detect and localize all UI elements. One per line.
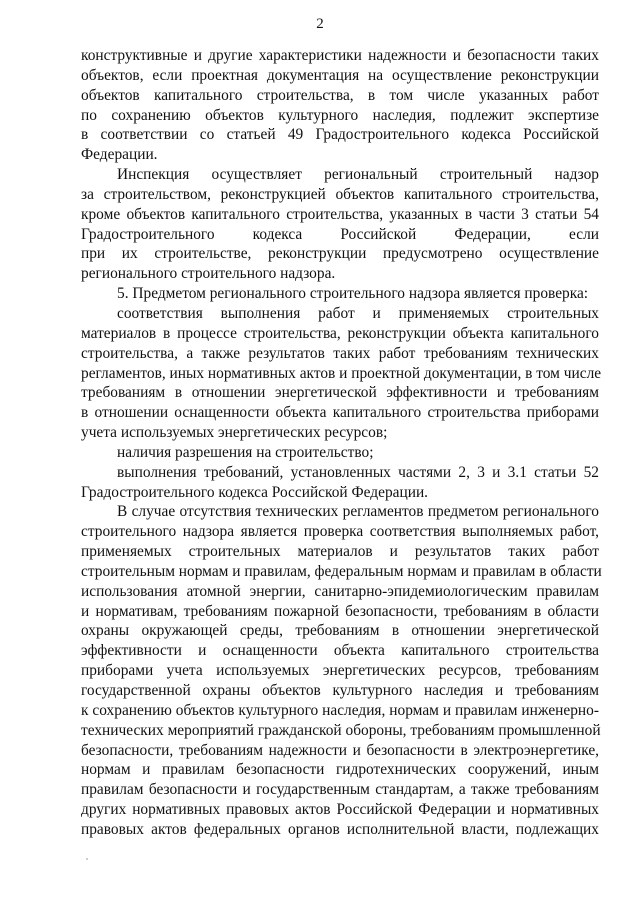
text-line: к сохранению объектов культурного наследия, нормам и правилам инженерно- bbox=[81, 701, 599, 719]
paragraph bbox=[81, 165, 599, 284]
paragraph bbox=[81, 304, 602, 443]
text-line: в соответствии со статьей 49 Градостроительного кодекса Российской bbox=[81, 126, 599, 144]
text-line: в отношении оснащенности объекта капитального строительства приборами bbox=[81, 404, 599, 422]
paragraph bbox=[81, 284, 599, 304]
text-line: учета используемых энергетических ресурсов; bbox=[81, 424, 388, 442]
text-line: нормам и правилам безопасности гидротехнических сооружений, иным bbox=[81, 761, 599, 779]
text-line: регламентов, иных нормативных актов и проектной документации, в том числе bbox=[81, 364, 602, 382]
paragraph bbox=[81, 502, 602, 839]
text-line: Градостроительного кодекса Российской Федерации, если bbox=[81, 225, 599, 243]
text-line: объектов капитального строительства, в том числе указанных работ bbox=[81, 86, 599, 104]
text-line: при их строительстве, реконструкции предусмотрено осуществление bbox=[81, 245, 599, 263]
text-line: приборами учета используемых энергетических ресурсов, требованиям bbox=[81, 662, 599, 680]
text-line: требованиям в отношении энергетической эффективности и требованиям bbox=[81, 384, 599, 402]
text-line: по сохранению объектов культурного наследия, подлежит экспертизе bbox=[81, 106, 599, 124]
text-line: конструктивные и другие характеристики надежности и безопасности таких bbox=[81, 47, 599, 64]
text-line: охраны окружающей среды, требованиям в отношении энергетической bbox=[81, 622, 599, 640]
text-line: правилам безопасности и государственным стандартам, а также требованиям bbox=[81, 781, 599, 799]
text-line: Инспекция осуществляет региональный строительный надзор bbox=[117, 166, 599, 184]
text-line: строительного надзора является проверка соответствия выполняемых работ, bbox=[81, 523, 599, 541]
text-line: государственной охраны объектов культурного наследия и требованиям bbox=[81, 682, 599, 699]
text-line: Градостроительного кодекса Российской Федерации. bbox=[81, 483, 429, 501]
page-number: 2 bbox=[316, 16, 324, 32]
text-line: и нормативам, требованиям пожарной безопасности, требованиям в области bbox=[81, 602, 599, 620]
text-line: 5. Предметом регионального строительного надзора является проверка: bbox=[117, 285, 589, 303]
text-line: эффективности и оснащенности объекта капитального строительства bbox=[81, 642, 599, 660]
text-line: объектов, если проектная документация на осуществление реконструкции bbox=[81, 66, 599, 84]
text-line: правовых актов федеральных органов исполнительной власти, подлежащих bbox=[81, 820, 599, 838]
text-line: строительства, а также результатов таких работ требованиям технических bbox=[81, 344, 599, 362]
text-line: безопасности, требованиям надежности и безопасности в электроэнергетике, bbox=[81, 741, 599, 759]
text-line: материалов в процессе строительства, реконструкции объекта капитального bbox=[81, 324, 599, 342]
text-line: других нормативных правовых актов Российской Федерации и нормативных bbox=[81, 801, 599, 819]
scan-speck bbox=[86, 858, 88, 860]
paragraph bbox=[81, 463, 599, 503]
text-line: соответствия выполнения работ и применяемых строительных bbox=[117, 304, 599, 322]
text-line: наличия разрешения на строительство; bbox=[117, 443, 374, 461]
text-line: регионального строительного надзора. bbox=[81, 265, 336, 283]
document-body bbox=[81, 46, 602, 840]
text-line: В случае отсутствия технических регламентов предметом регионального bbox=[117, 503, 599, 521]
text-line: технических мероприятий гражданской обороны, требованиям промышленной bbox=[81, 721, 601, 739]
text-line: использования атомной энергии, санитарно-эпидемиологическим правилам bbox=[81, 582, 599, 600]
text-line: кроме объектов капитального строительства, указанных в части 3 статьи 54 bbox=[81, 205, 599, 223]
paragraph bbox=[81, 46, 599, 165]
text-line: выполнения требований, установленных частями 2, 3 и 3.1 статьи 52 bbox=[117, 463, 599, 481]
text-line: за строительством, реконструкцией объектов капитального строительства, bbox=[81, 185, 599, 203]
text-line: Федерации. bbox=[81, 146, 158, 164]
paragraph bbox=[81, 443, 599, 463]
text-line: строительным нормам и правилам, федеральным нормам и правилам в области bbox=[81, 562, 602, 580]
text-line: применяемых строительных материалов и результатов таких работ bbox=[81, 543, 599, 561]
